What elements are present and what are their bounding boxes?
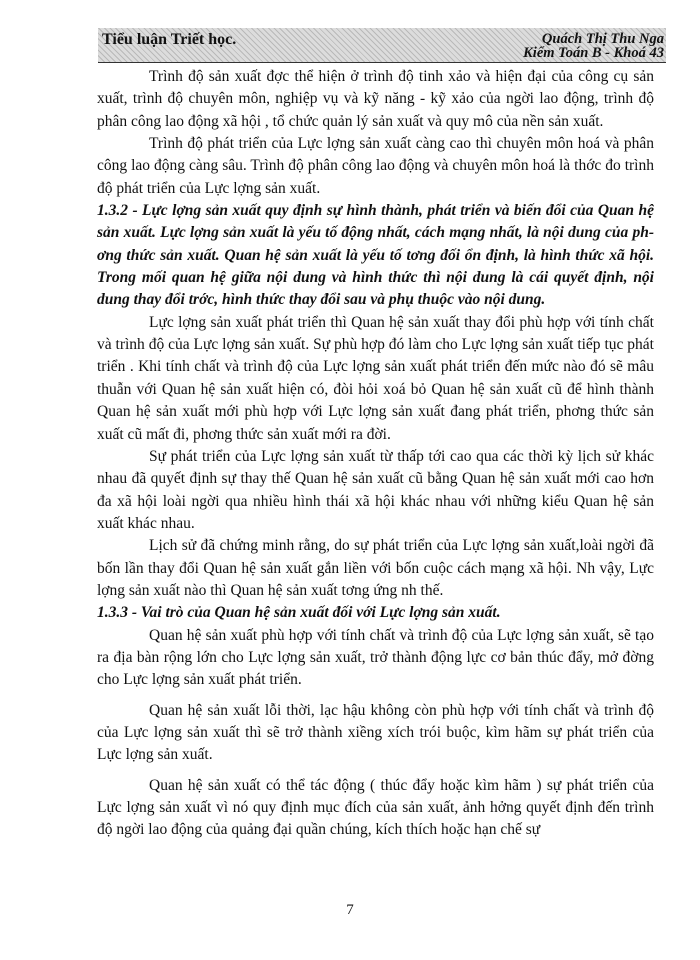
page-number: 7 [346, 902, 354, 918]
paragraph: Lịch sử đã chứng minh rằng, do sự phát triển của Lực lợng sản xuất,loài ngời đã bốn lần thay đổi Quan hệ sản xuất gắn liền với bốn cuộc cách mạng xã hội. Nh vậy, Lực lợng sản xuất nào thì Quan hệ sản xuất tơng ứng nh thế. [97, 537, 654, 599]
author-name: Quách Thị Thu Nga [541, 31, 664, 47]
paragraph: Lực lợng sản xuất phát triển thì Quan hệ sản xuất thay đổi phù hợp với tính chất và trình độ của Lực lợng sản xuất. Sự phù hợp đó làm cho Lực lợng sản xuất tiếp tục phát triển . Khi tính chất và trình độ của Lực lợng sản xuất phát triển đến mức nào đó sẽ mâu thuẫn với Quan hệ sản xuất hiện có, đòi hỏi xoá bỏ Quan hệ sản xuất cũ để hình thành Quan hệ sản xuất mới phù hợp với Lực lợng sản xuất đang phát triển, phơng thức sản xuất cũ mất đi, phơng thức sản xuất mới ra đời. [97, 313, 654, 443]
paragraph: Trình độ sản xuất đợc thể hiện ở trình độ tinh xảo và hiện đại của công cụ sản xuất, trình độ chuyên môn, nghiệp vụ và kỹ năng - kỹ xảo của ngời lao động, trình độ phân công lao động xã hội , tổ chức quản lý sản xuất và quy mô của nền sản xuất. [97, 68, 654, 130]
paragraph: Quan hệ sản xuất phù hợp với tính chất và trình độ của Lực lợng sản xuất, sẽ tạo ra địa bàn rộng lớn cho Lực lợng sản xuất, trở thành động lực cơ bản thúc đẩy, mở đờng cho Lực lợng sản xuất phát triển. [97, 626, 654, 689]
paragraph: Quan hệ sản xuất lỗi thời, lạc hậu không còn phù hợp với tính chất và trình độ của Lực lợng sản xuất thì sẽ trở thành xiềng xích trói buộc, kìm hãm sự phát triển của Lực lợng sản xuất. [97, 701, 654, 764]
paragraph: Quan hệ sản xuất có thể tác động ( thúc đẩy hoặc kìm hãm ) sự phát triển của Lực lợng sản xuất vì nó quy định mục đích của sản xuất, ảnh hởng quyết định đến trình độ ngời lao động của quảng đại quần chúng, kích thích hoặc hạn chế sự [97, 776, 654, 839]
document-body [97, 66, 654, 842]
author-class: Kiểm Toán B - Khoá 43 [523, 45, 664, 61]
paragraph: Sự phát triển của Lực lợng sản xuất từ thấp tới cao qua các thời kỳ lịch sử khác nhau đã quyết định sự thay thế Quan hệ sản xuất cũ bằng Quan hệ sản xuất mới cao hơn đa xã hội loài ngời qua nhiều hình thái xã hội khác nhau với những kiểu Quan hệ sản xuất khác nhau. [97, 447, 654, 532]
section-heading-1-3-3: 1.3.3 - Vai trò của Quan hệ sản xuất đối với Lực lợng sản xuất. [97, 604, 501, 622]
author-info [523, 32, 664, 60]
page-header [98, 28, 666, 63]
document-title: Tiểu luận Triết học. [102, 31, 237, 48]
paragraph: Trình độ phát triển của Lực lợng sản xuất càng cao thì chuyên môn hoá và phân công lao động càng sâu. Trình độ phân công lao động và chuyên môn hoá là thớc đo trình độ phát triển của Lực lợng sản xuất. [97, 135, 654, 197]
section-heading-1-3-2: 1.3.2 - Lực lợng sản xuất quy định sự hình thành, phát triển và biến đổi của Quan hệ sản xuất. Lực lợng sản xuất là yếu tố động nhất, cách mạng nhất, là nội dung của phơng thức sản xuất. Quan hệ sản xuất là yếu tố tơng đối ổn định, là hình thức xã hội. Trong mối quan hệ giữa nội dung và hình thức thì nội dung là cái quyết định, nội dung thay đổi trớc, hình thức thay đổi sau và phụ thuộc vào nội dung. [97, 202, 654, 309]
